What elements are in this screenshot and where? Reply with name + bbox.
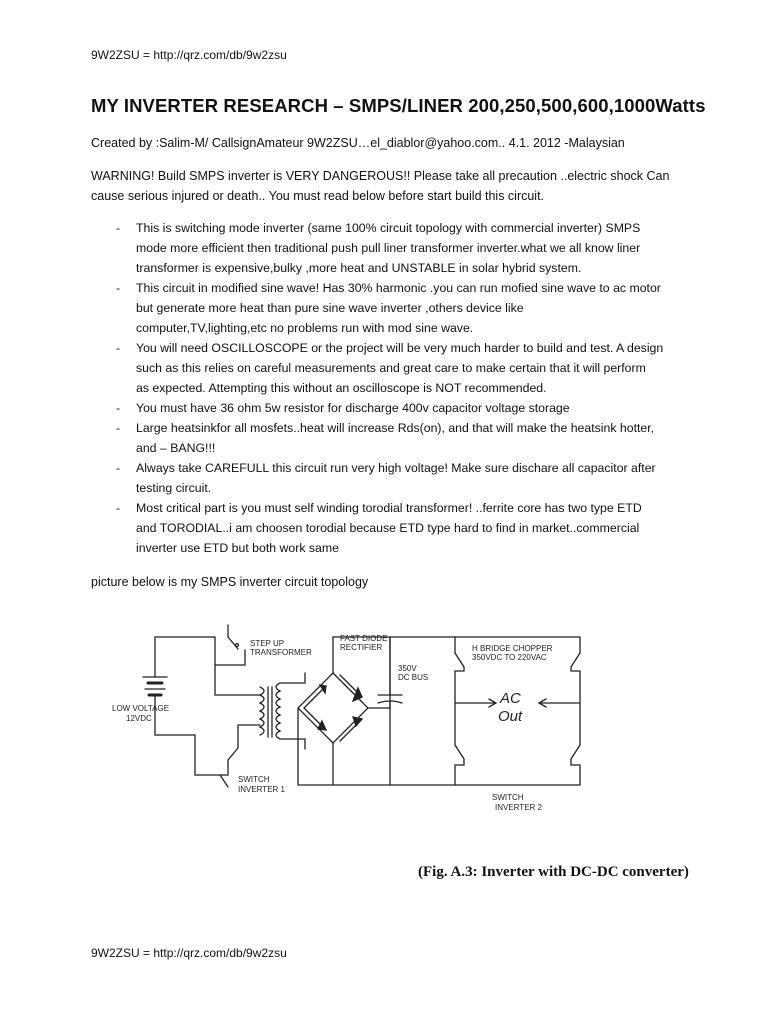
h-bridge-wire [571,667,580,697]
label-fast-diode: FAST DIODE [340,634,388,643]
list-item [91,458,691,498]
bullet-dash: - [116,341,121,355]
rectifier-wire [280,739,305,749]
switch-icon [571,745,580,759]
label-inverter-1: INVERTER 1 [238,785,285,794]
rectifier-wire [280,673,305,683]
bullet-line: and – BANG!!! [136,441,216,455]
bullet-line: testing circuit. [136,481,212,495]
bullet-line: inverter use ETD but both work same [136,541,339,555]
label-dc-bus: DC BUS [398,673,429,682]
bullet-dash: - [116,221,121,235]
bullet-line: This is switching mode inverter (same 100% circuit topology with commercial inverter) SMPS [136,221,641,235]
list-item [91,218,691,278]
label-inverter-2: INVERTER 2 [495,803,542,812]
picture-caption: picture below is my SMPS inverter circuit topology [91,575,369,589]
inverter-circuit-diagram [100,615,620,825]
bullet-line: You must have 36 ohm 5w resistor for discharge 400v capacitor voltage storage [136,401,570,415]
document-title: MY INVERTER RESEARCH – SMPS/LINER 200,250,500,600,1000Watts [91,95,706,116]
switch1-wire [195,735,228,775]
list-item [91,398,691,418]
bullet-dash: - [116,401,121,415]
label-transformer: TRANSFORMER [250,648,312,657]
list-item [91,498,691,558]
switch1-wire [238,725,260,748]
h-bridge-wire [455,667,464,697]
dc-bus-wire [298,708,455,785]
warning-line: WARNING! Build SMPS inverter is VERY DANGEROUS!! Please take all precaution ..electric shock Can [91,169,670,183]
switch1-wire [215,665,260,695]
bullet-line: mode more efficient then traditional push pull liner transformer inverter.what we all know liner [136,241,641,255]
switch-icon [455,745,464,759]
battery-wire [155,637,215,677]
label-12vdc: 12VDC [126,714,152,723]
switch1-wire [215,637,245,665]
h-bridge-wire [455,759,464,785]
switch-icon [236,644,239,647]
label-rectifier: RECTIFIER [340,643,383,652]
label-switch-1: SWITCH [238,775,270,784]
label-switch-2: SWITCH [492,793,524,802]
bullet-line: You will need OSCILLOSCOPE or the project will be very much harder to build and test. A design [136,341,664,355]
bullet-line: but generate more heat than pure sine wave inverter ,others device like [136,301,524,315]
author-line: Created by :Salim-M/ CallsignAmateur 9W2ZSU…el_diablor@yahoo.com.. 4.1. 2012 -Malaysian [91,136,625,150]
label-out: Out [498,708,523,725]
bullet-dash: - [116,421,121,435]
bullet-line: Most critical part is you must self winding torodial transformer! ..ferrite core has two type ETD [136,501,642,515]
bullet-line: Large heatsinkfor all mosfets..heat will increase Rds(on), and that will make the heatsink hotter, [136,421,655,435]
list-item [91,278,691,338]
battery-wire [155,695,195,735]
warning-paragraph [91,166,691,206]
switch-icon [228,748,238,760]
bullet-dash: - [116,501,121,515]
page-header: 9W2ZSU = http://qrz.com/db/9w2zsu [91,48,287,62]
diode-bridge [298,673,368,743]
bullet-line: Always take CAREFULL this circuit run very high voltage! Make sure dischare all capacitor after [136,461,656,475]
label-ac: AC [500,690,521,707]
warning-line: cause serious injured or death.. You must read below before start build this circuit. [91,189,545,203]
switch-icon [571,653,580,667]
h-bridge-wire [571,759,580,785]
label-350v: 350V [398,664,417,673]
diode-icon [353,717,362,726]
list-item [91,338,691,398]
switch-icon [455,653,464,667]
transformer-primary [260,687,264,735]
page-footer: 9W2ZSU = http://qrz.com/db/9w2zsu [91,946,287,960]
figure-caption: (Fig. A.3: Inverter with DC-DC converter) [418,864,689,880]
label-h-bridge: H BRIDGE CHOPPER [472,644,553,653]
bullet-line: transformer is expensive,bulky ,more heat and UNSTABLE in solar hybrid system. [136,261,582,275]
bullet-line: and TORODIAL..i am choosen torodial because ETD type hard to find in market..commercial [136,521,640,535]
label-step-up: STEP UP [250,639,285,648]
bullet-dash: - [116,461,121,475]
switch-icon [220,775,228,787]
transformer-secondary [276,683,280,739]
bullet-line: as expected. Attempting this without an oscilloscope is NOT recommended. [136,381,547,395]
list-item [91,418,691,458]
label-350vdc-220vac: 350VDC TO 220VAC [472,653,547,662]
bullet-line: computer,TV,lighting,etc no problems run with mod sine wave. [136,321,474,335]
bullet-line: This circuit in modified sine wave! Has 30% harmonic .you can run mofied sine wave to ac motor [136,281,661,295]
bullet-line: such as this relies on careful measurements and great care to make certain that it will perform [136,361,646,375]
label-low-voltage: LOW VOLTAGE [112,704,170,713]
bullet-dash: - [116,281,121,295]
bullet-list [91,218,691,558]
